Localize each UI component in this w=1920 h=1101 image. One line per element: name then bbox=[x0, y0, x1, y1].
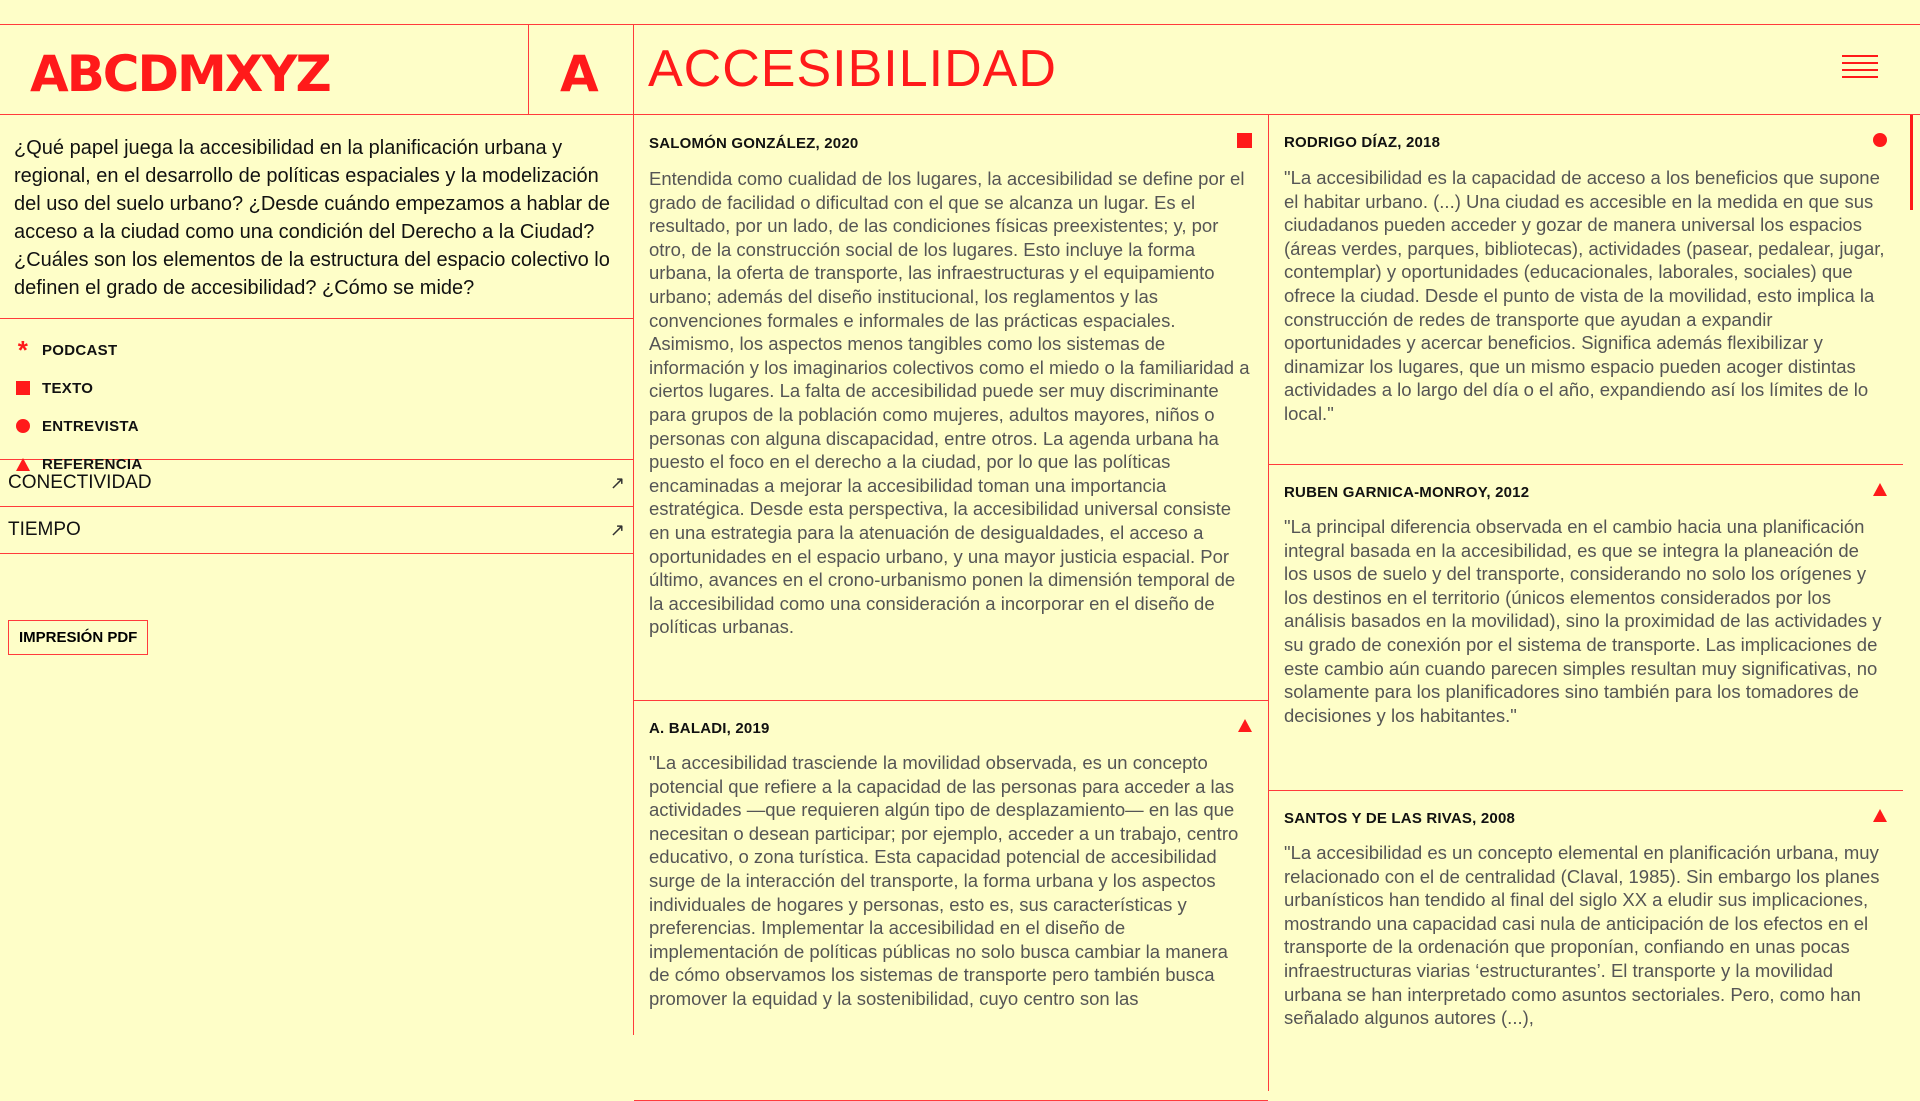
index-letter[interactable]: A bbox=[560, 45, 599, 103]
triangle-icon bbox=[14, 455, 32, 473]
card-author: SANTOS Y DE LAS RIVAS, 2008 bbox=[1284, 809, 1516, 827]
legend-label: TEXTO bbox=[42, 379, 94, 397]
card-text: "La principal diferencia observada en el cambio hacia una planificación integral basada en la accesibilidad, es que se integra la planeación de los usos de suelo y del transporte, considerando no solo los orígenes y los destinos en el territorio (únicos elementos considerados por los análisis basados en la movilidad), sino la proximidad de las actividades y su grado de conexión por el sistema de transporte. Las implicaciones de este cambio aún cuando parecen simples resultan muy significativas, no solamente para los planificadores sino también para los tomadores de decisiones y los habitantes." bbox=[1284, 516, 1882, 726]
divider bbox=[528, 25, 529, 114]
card-author: A. BALADI, 2019 bbox=[649, 719, 770, 737]
circle-icon bbox=[1873, 133, 1887, 152]
header bbox=[0, 25, 1920, 115]
content-column-2 bbox=[1268, 115, 1903, 1091]
card-text: "La accesibilidad es un concepto elemental en planificación urbana, muy relacionado con el de centralidad (Claval, 1985). Sin embargo los planes urbanísticos han tendido al final del siglo XX a eludir sus implicaciones, mostrando una capacidad casi nula de anticipación de los efectos en el transporte de la ordenación que proponían, confiando en unas pocas infraestructuras viarias ‘estructurantes’. El transporte y la movilidad urbana se han interpretado como asuntos sectoriales. Pero, como han señalado algunos autores (...), bbox=[1284, 842, 1880, 1029]
card-text: Entendida como cualidad de los lugares, la accesibilidad se define por el grado de facilidad o dificultad con el que se alcanza un lugar. Es el resultado, por un lado, de las condiciones físicas preexistentes; y, por otro, de la construcción social de los lugares. Esto incluye la forma urbana, la oferta de transporte, las infraestructuras y el equipamiento urbano; además del diseño institucional, los reglamentos y las convenciones formales e informales de las prácticas espaciales. Asimismo, los aspectos menos tangibles como los sistemas de información y los imaginarios colectivos como el miedo o la familiaridad a ciertos lugares. La falta de accesibilidad puede ser muy discriminante para grupos de la población como mujeres, adultos mayores, niños o personas con alguna discapacidad, entre otros. La agenda urbana ha puesto el foco en el derecho a la ciudad, por lo que las políticas encaminadas a mejorar la accesibilidad toman una importancia estratégica. Desde esta perspectiva, la accesibilidad universal consiste en una estrategia para la atenuación de desigualdades, el acceso a oportunidades en el espacio urbano, y una mayor justicia espacial. Por último, avances en el crono-urbanismo ponen la dimensión temporal de la accesibilidad como una consideración a incorporar en el diseño de políticas urbanas. bbox=[649, 168, 1250, 638]
site-logo[interactable]: ABCDMXYZ bbox=[30, 45, 330, 103]
menu-line bbox=[1842, 62, 1878, 64]
triangle-icon bbox=[1873, 483, 1887, 501]
article-card[interactable] bbox=[634, 115, 1268, 701]
link-label: TIEMPO bbox=[8, 519, 81, 540]
page-title: ACCESIBILIDAD bbox=[648, 40, 1057, 98]
article-card[interactable] bbox=[1269, 465, 1903, 791]
sidebar bbox=[0, 115, 633, 554]
legend-podcast[interactable] bbox=[14, 331, 619, 369]
card-text: "La accesibilidad es la capacidad de acceso a los beneficios que supone el habitar urbano. (...) Una ciudad es accesible en la medida en que sus ciudadanos pueden acceder y gozar de manera universal los espacios (áreas verdes, parques, bibliotecas), actividades (pasear, pedalear, jugar, contemplar) y oportunidades (educacionales, laborales, sociales) que ofrece la ciudad. Desde el punto de vista de la movilidad, esto implica la construcción de redes de transporte que ayudan a expandir oportunidades y acercar beneficios. Significa además flexibilizar y dinamizar los lugares, que un mismo espacio pueden acoger distintas actividades a lo largo del día o el año, expandiendo así los límites de lo local." bbox=[1284, 167, 1885, 424]
legend-texto[interactable] bbox=[14, 369, 619, 407]
legend-label: REFERENCIA bbox=[42, 455, 143, 473]
legend-entrevista[interactable] bbox=[14, 407, 619, 445]
card-author: SALOMÓN GONZÁLEZ, 2020 bbox=[649, 134, 859, 152]
card-author: RUBEN GARNICA-MONROY, 2012 bbox=[1284, 483, 1530, 501]
menu-line bbox=[1842, 76, 1878, 78]
legend-label: ENTREVISTA bbox=[42, 417, 139, 435]
article-card[interactable] bbox=[634, 701, 1268, 1101]
menu-line bbox=[1842, 69, 1878, 71]
arrow-up-right-icon: ↗ bbox=[609, 519, 625, 540]
square-icon bbox=[1237, 133, 1252, 153]
square-icon bbox=[14, 379, 32, 397]
card-text: "La accesibilidad trasciende la movilidad observada, es un concepto potencial que refiere a la capacidad de las personas para acceder a las actividades —que requieren algún tipo de desplazamiento— en las que necesitan o desean participar; por ejemplo, acceder a un trabajo, centro educativo, o zona turística. Esta capacidad potencial de accesibilidad surge de la interacción del transporte, la forma urbana y los aspectos individuales de hogares y personas, esto es, sus características y preferencias. Implementar la accesibilidad en el diseño de implementación de políticas públicas no solo busca cambiar la manera de cómo observamos los sistemas de transporte pero también busca promover la equidad y la sostenibilidad, cuyo centro son las bbox=[649, 752, 1239, 1009]
legend-label: PODCAST bbox=[42, 341, 118, 359]
top-strip bbox=[0, 0, 1920, 25]
article-card[interactable] bbox=[1269, 115, 1903, 465]
circle-icon bbox=[14, 417, 32, 435]
print-pdf-button[interactable]: IMPRESIÓN PDF bbox=[8, 620, 148, 655]
legend bbox=[0, 319, 633, 473]
triangle-icon bbox=[1873, 809, 1887, 827]
hamburger-menu-icon[interactable] bbox=[1842, 55, 1878, 85]
scroll-thumb[interactable] bbox=[1910, 115, 1913, 210]
triangle-icon bbox=[1238, 719, 1252, 737]
card-author: RODRIGO DÍAZ, 2018 bbox=[1284, 134, 1441, 151]
content-column-1 bbox=[634, 115, 1268, 1101]
scrollbar[interactable] bbox=[1902, 115, 1920, 1032]
arrow-up-right-icon: ↗ bbox=[609, 472, 625, 493]
article-card[interactable] bbox=[1269, 791, 1903, 1091]
menu-line bbox=[1842, 55, 1878, 57]
link-label: CONECTIVIDAD bbox=[8, 472, 152, 493]
asterisk-icon: * bbox=[17, 335, 29, 365]
link-tiempo[interactable] bbox=[0, 507, 633, 554]
intro-question: ¿Qué papel juega la accesibilidad en la planificación urbana y regional, en el desarrollo de políticas espaciales y la modelización del uso del suelo urbano? ¿Desde cuándo empezamos a hablar de acceso a la ciudad como una condición del Derecho a la Ciudad? ¿Cuáles son los elementos de la estructura del espacio colectivo lo definen el grado de accesibilidad? ¿Cómo se mide? bbox=[0, 115, 633, 319]
